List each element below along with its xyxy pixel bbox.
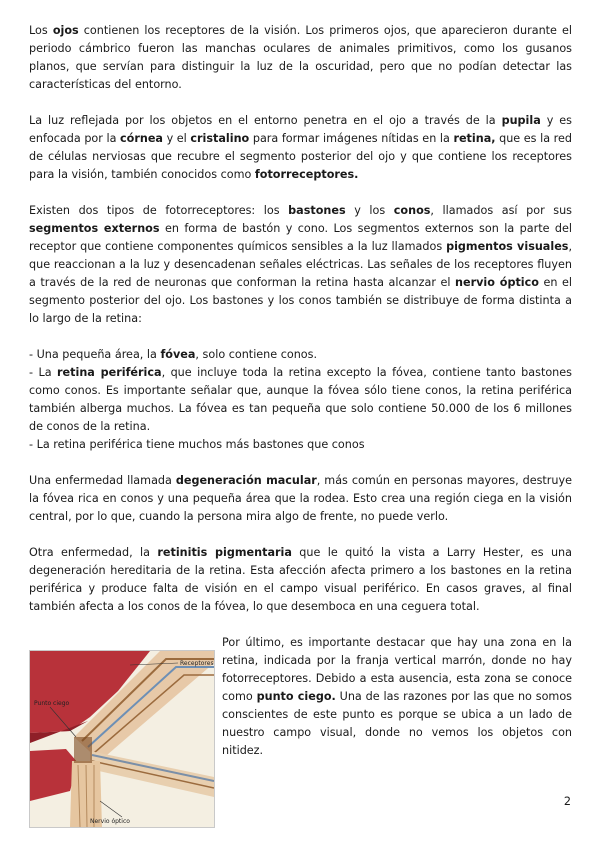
- page-number: 2: [563, 795, 571, 808]
- list-item-fovea: - Una pequeña área, la fóvea, solo contiene conos.: [29, 348, 318, 361]
- label-optic-nerve: Nervio óptico: [90, 818, 130, 825]
- paragraph-blind-spot-wrap: [222, 634, 572, 760]
- blind-spot-section: [29, 634, 572, 825]
- paragraph-photoreceptors: Existen dos tipos de fotorreceptores: los bastones y los conos, llamados así por sus segmentos externos en forma de bastón y cono. Los segmentos externos son la parte del receptor que contiene componentes químicos sensibles a la luz llamados pigmentos visuales, que reaccionan a la luz y desencadenan señales eléctricas. Las señales de los receptores fluyen a través de la red de neuronas que conforman la retina hasta alcanzar el nervio óptico en el segmento posterior del ojo. Los bastones y los conos también se distribuye de forma distinta a lo largo de la retina:: [29, 204, 573, 325]
- retina-diagram-image: [29, 650, 215, 828]
- paragraph-retinitis: Otra enfermedad, la retinitis pigmentaria que le quitó la vista a Larry Hester, es una degeneración hereditaria de la retina. Esta afección afecta primero a los bastones en la retina periférica y produce falta de visión en el campo visual periférico. En casos graves, al final también afecta a los conos de la fóvea, lo que desemboca en una ceguera total.: [29, 546, 572, 613]
- paragraph-blind-spot: Por último, es importante destacar que hay una zona en la retina, indicada por la franja vertical marrón, donde no hay fotorreceptores. Debido a esta ausencia, esta zona se conoce como punto ciego. Una de las razones por las que no somos conscientes de este punto es porque se ubica a un lado de nuestro campo visual, donde no vemos los objetos con nitidez.: [222, 636, 572, 757]
- label-blind-spot: Punto ciego: [34, 700, 70, 707]
- paragraph-light: La luz reflejada por los objetos en el entorno penetra en el ojo a través de la pupila y es enfocada por la córnea y el cristalino para formar imágenes nítidas en la retina, que es la red de células nerviosas que recubre el segmento posterior del ojo y que contiene los receptores para la visión, también conocidos como fotorreceptores.: [29, 114, 572, 181]
- paragraph-eyes: Los ojos contienen los receptores de la visión. Los primeros ojos, que aparecieron durante el periodo cámbrico fueron las manchas oculares de animales primitivos, como los gusanos planos, que servían para distinguir la luz de la oscuridad, pero que no podían detectar las características del entorno.: [29, 24, 573, 91]
- paragraph-macular-degeneration: Una enfermedad llamada degeneración macular, más común en personas mayores, destruye la fóvea rica en conos y una pequeña área que la rodea. Esto crea una región ciega en la visión central, por lo que, cuando la persona mira algo de frente, no puede verlo.: [29, 474, 572, 523]
- label-receptors: Receptores: [180, 660, 214, 667]
- list-item-peripheral-retina: - La retina periférica, que incluye toda la retina excepto la fóvea, contiene tanto bastones como conos. Es importante señalar que, aunque la fóvea sólo tiene conos, la retina periférica también alberga muchos. La fóvea es tan pequeña que solo contiene 50.000 de los 6 millones de conos de la retina.: [29, 366, 572, 433]
- document-page: [29, 22, 573, 825]
- list-item-rods: - La retina periférica tiene muchos más bastones que conos: [29, 438, 365, 451]
